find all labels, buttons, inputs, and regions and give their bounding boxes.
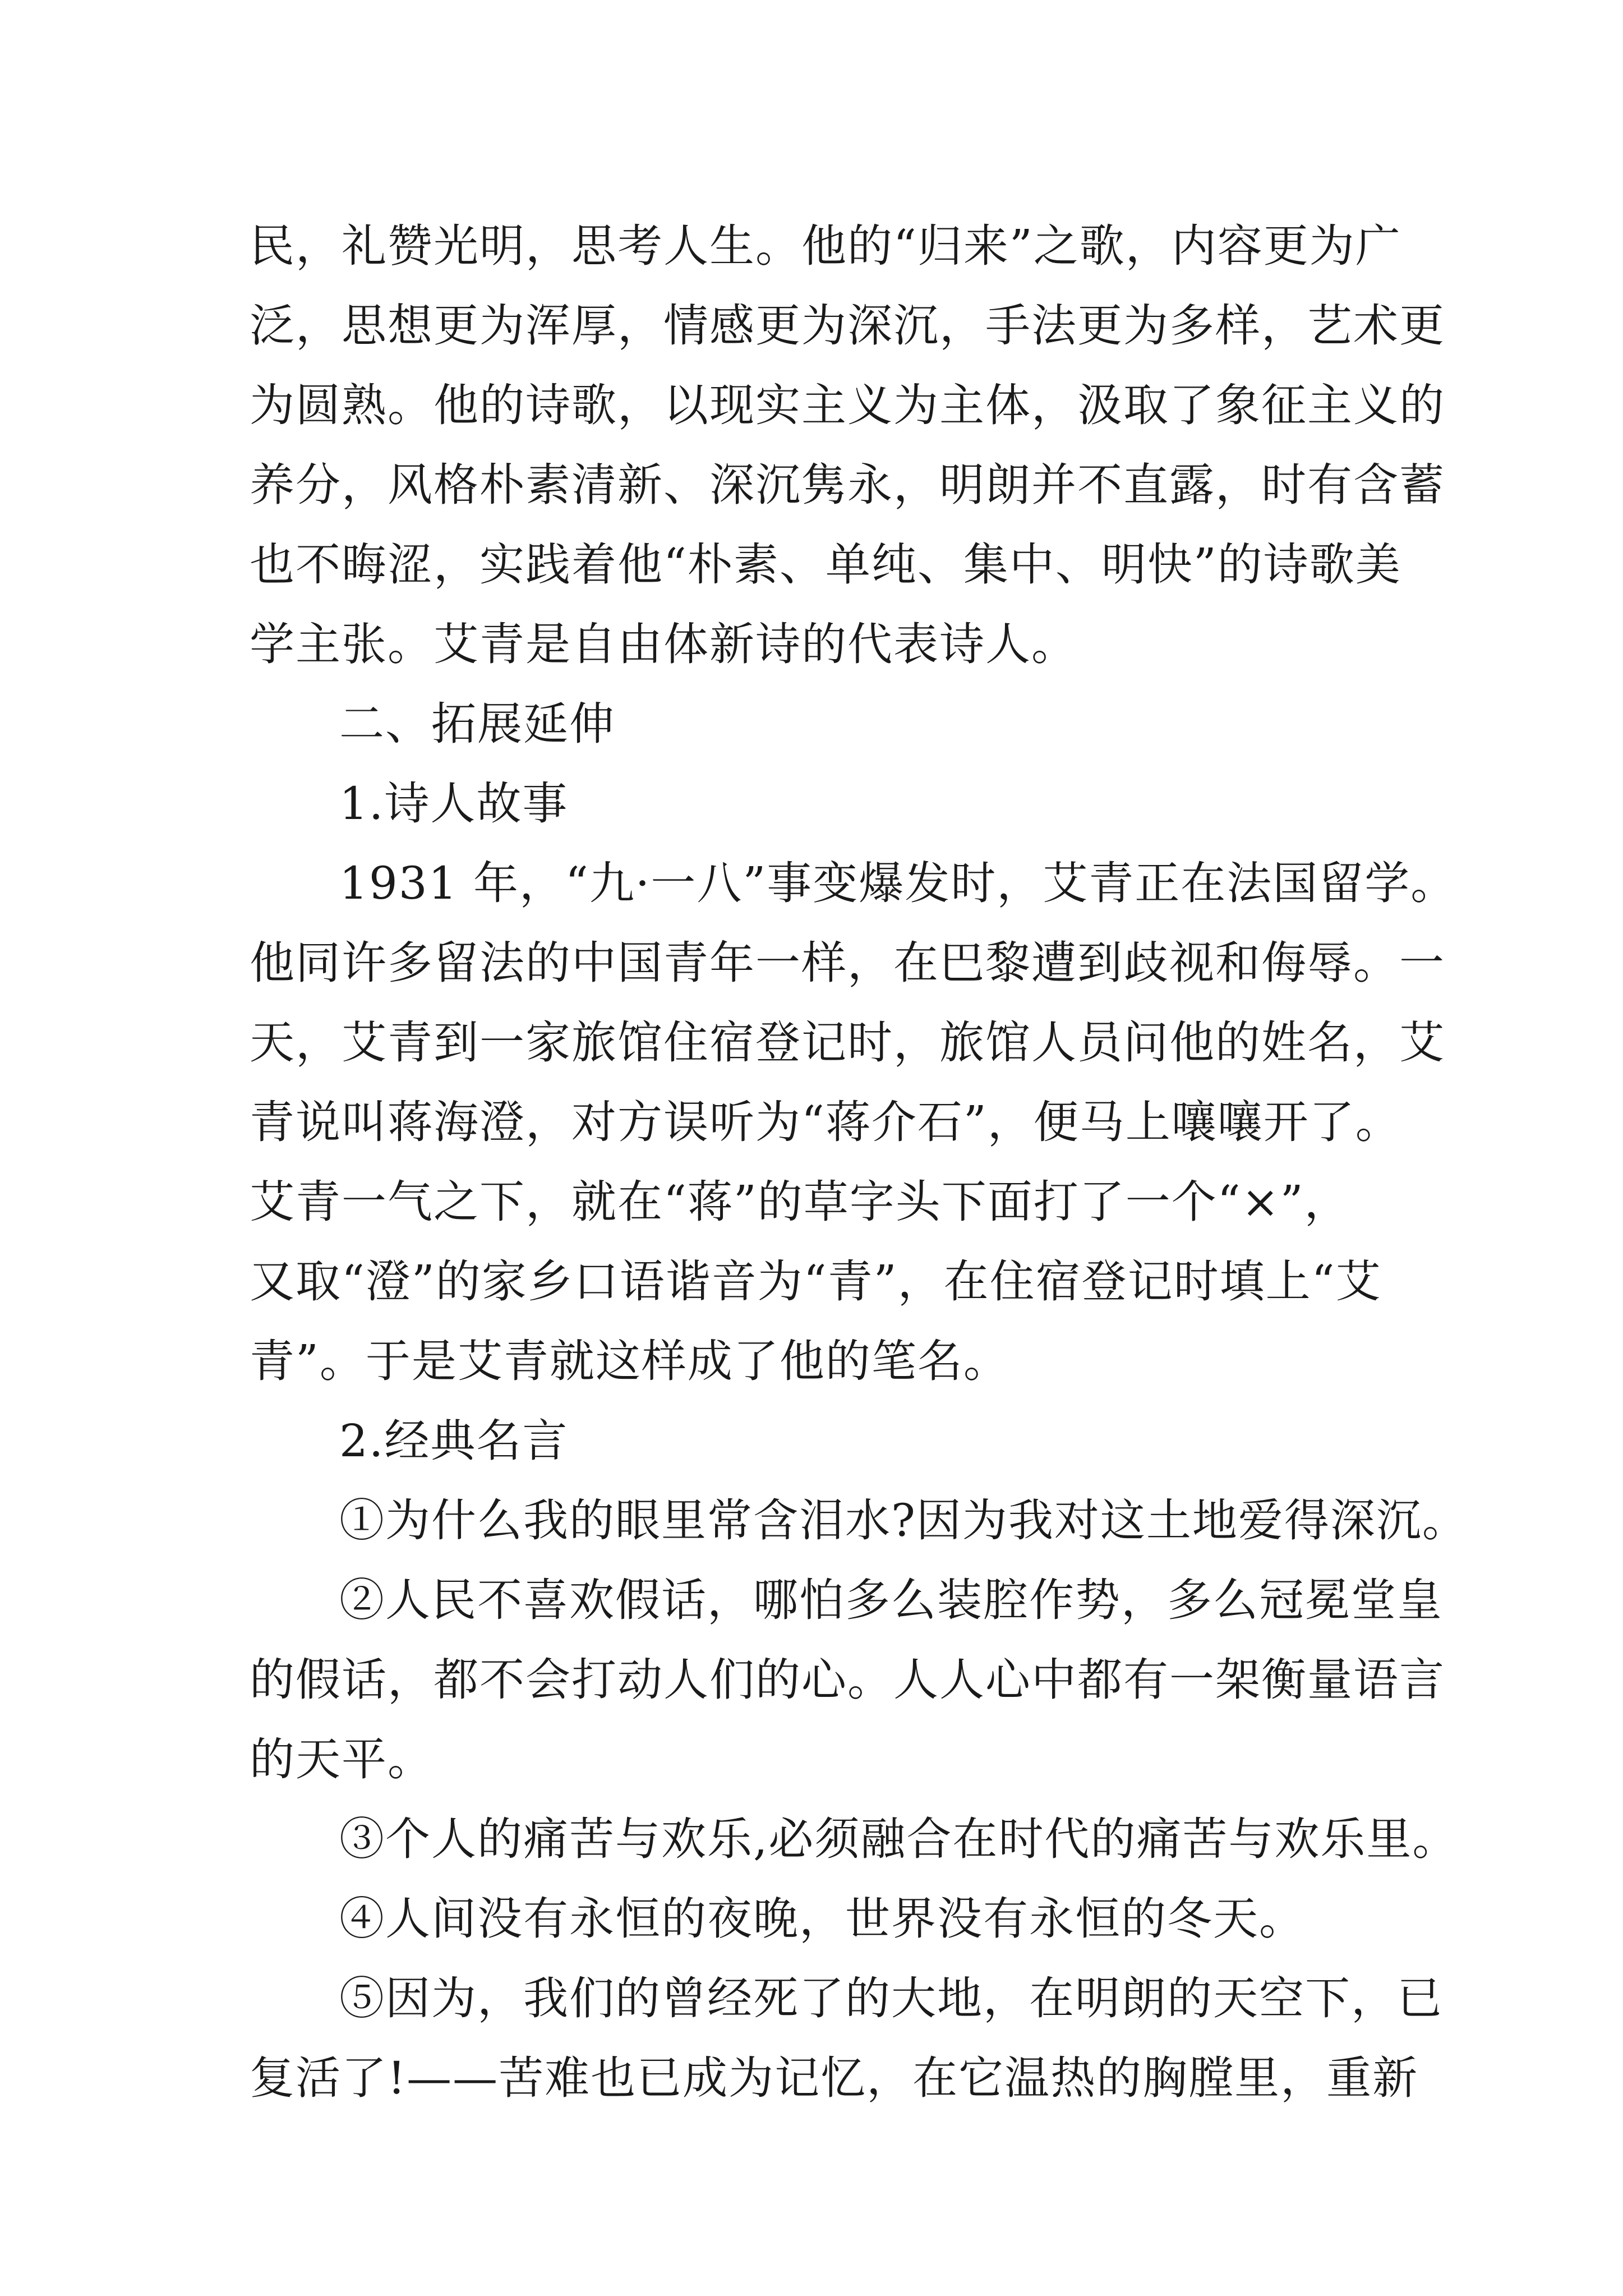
text-line-3: 为圆熟。他的诗歌，以现实主义为主体，汲取了象征主义的 xyxy=(250,379,1445,431)
quote-2-end: 的天平。 xyxy=(250,1733,434,1786)
quote-2-continued: 的假话，都不会打动人们的心。人人心中都有一架衡量语言 xyxy=(250,1654,1445,1706)
text-line-12: 青说叫蒋海澄，对方误听为“蒋介石”，便马上嚷嚷开了。 xyxy=(250,1096,1401,1148)
text-line-11: 天，艾青到一家旅馆住宿登记时，旅馆人员问他的姓名，艾 xyxy=(250,1016,1445,1069)
document-body xyxy=(250,206,1468,2118)
quote-1: ①为什么我的眼里常含泪水?因为我对这土地爱得深沉。 xyxy=(339,1494,1468,1547)
text-line-6: 学主张。艾青是自由体新诗的代表诗人。 xyxy=(250,618,1077,670)
section-heading-extension: 二、拓展延伸 xyxy=(339,698,615,750)
text-line-10: 他同许多留法的中国青年一样，在巴黎遭到歧视和侮辱。一 xyxy=(250,937,1445,989)
text-line-14: 又取“澄”的家乡口语谐音为“青”，在住宿登记时填上“艾 xyxy=(250,1255,1382,1308)
text-line-9: 1931 年，“九·一八”事变爆发时，艾青正在法国留学。 xyxy=(339,857,1457,909)
quote-5: ⑤因为，我们的曾经死了的大地，在明朗的天空下，已 xyxy=(339,1972,1443,2024)
text-line-2: 泛，思想更为浑厚，情感更为深沉，手法更为多样，艺术更 xyxy=(250,300,1445,352)
text-line-13: 艾青一气之下，就在“蒋”的草字头下面打了一个“×”， xyxy=(250,1176,1350,1228)
text-line-5: 也不晦涩，实践着他“朴素、单纯、集中、明快”的诗歌美 xyxy=(250,539,1401,591)
subheading-classic-quotes: 2.经典名言 xyxy=(339,1415,569,1467)
subheading-poet-story: 1.诗人故事 xyxy=(339,777,569,830)
quote-3: ③个人的痛苦与欢乐,必须融合在时代的痛苦与欢乐里。 xyxy=(339,1813,1459,1865)
quote-2: ②人民不喜欢假话，哪怕多么装腔作势，多么冠冕堂皇 xyxy=(339,1574,1443,1626)
quote-4: ④人间没有永恒的夜晚，世界没有永恒的冬天。 xyxy=(339,1893,1305,1945)
text-line-4: 养分，风格朴素清新、深沉隽永，明朗并不直露，时有含蓄 xyxy=(250,459,1445,511)
text-line-15: 青”。于是艾青就这样成了他的笔名。 xyxy=(250,1335,1009,1387)
text-line-1: 民，礼赞光明，思考人生。他的“归来”之歌，内容更为广 xyxy=(250,220,1401,272)
quote-5-continued: 复活了!——苦难也已成为记忆，在它温热的胸膛里，重新 xyxy=(250,2052,1419,2104)
